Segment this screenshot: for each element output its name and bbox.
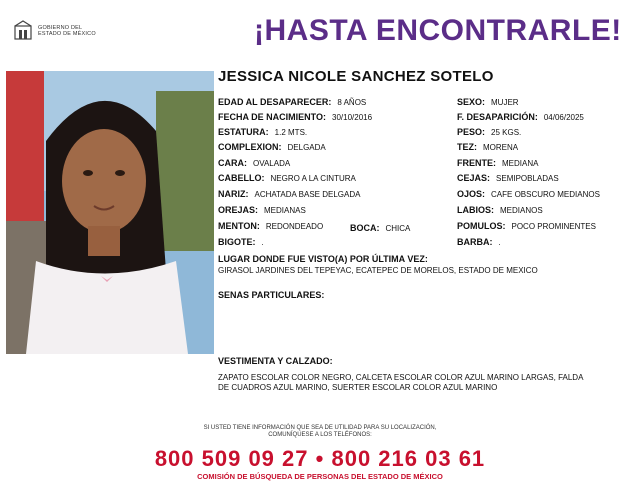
phone-number-1[interactable]: 800 509 09 27 <box>154 446 309 471</box>
field-age: EDAD AL DESAPARECER: 8 AÑOS <box>218 97 367 107</box>
field-chin: MENTON: REDONDEADO <box>218 221 324 231</box>
logo-line-1: GOBIERNO DEL <box>38 24 83 31</box>
field-birthdate: FECHA DE NACIMIENTO: 30/10/2016 <box>218 112 373 122</box>
distinguishing-marks-label: SENAS PARTICULARES: <box>218 290 325 300</box>
field-mouth: BOCA: CHICA <box>350 223 411 233</box>
field-forehead: FRENTE: MEDIANA <box>457 158 539 168</box>
field-ears: OREJAS: MEDIANAS <box>218 205 306 215</box>
government-logo <box>12 20 96 42</box>
logo-line-2: ESTADO DE MÉXICO <box>38 31 96 37</box>
contact-note-line-1: SI USTED TIENE INFORMACIÓN QUE SEA DE UTILIDAD PARA SU LOCALIZACIÓN, <box>203 425 437 431</box>
field-cheekbones: POMULOS: POCO PROMINENTES <box>457 221 596 231</box>
phone-numbers <box>0 446 640 472</box>
contact-note-line-2: COMUNÍQUESE A LOS TELÉFONOS: <box>268 432 372 438</box>
field-weight: PESO: 25 KGS. <box>457 127 522 137</box>
phone-separator: • <box>315 446 325 471</box>
coat-of-arms-icon <box>12 20 34 42</box>
field-eyebrows: CEJAS: SEMIPOBLADAS <box>457 173 559 183</box>
field-mustache: BIGOTE: . <box>218 237 264 247</box>
phone-number-2[interactable]: 800 216 03 61 <box>331 446 486 471</box>
contact-note <box>0 425 640 439</box>
field-sex: SEXO: MUJER <box>457 97 519 107</box>
clothing-label: VESTIMENTA Y CALZADO: <box>218 356 333 366</box>
field-disappearance-date: F. DESAPARICIÓN: 04/06/2025 <box>457 112 584 122</box>
field-height: ESTATURA: 1.2 MTS. <box>218 127 308 137</box>
field-lips: LABIOS: MEDIANOS <box>457 205 543 215</box>
field-skin: TEZ: MORENA <box>457 142 519 152</box>
field-face: CARA: OVALADA <box>218 158 291 168</box>
clothing-value: ZAPATO ESCOLAR COLOR NEGRO, CALCETA ESCOLAR COLOR AZUL MARINO LARGAS, FALDA DE CUADROS AZUL MARINO, SUERTER ESCOLAR COLOR AZUL MARINO <box>218 373 583 392</box>
missing-person-photo <box>6 71 214 354</box>
last-seen-label: LUGAR DONDE FUE VISTO(A) POR ÚLTIMA VEZ: <box>218 254 428 264</box>
field-hair: CABELLO: NEGRO A LA CINTURA <box>218 173 356 183</box>
last-seen-value: GIRASOL JARDINES DEL TEPEYAC, ECATEPEC DE MORELOS, ESTADO DE MEXICO <box>218 266 538 275</box>
field-beard: BARBA: . <box>457 237 501 247</box>
commission-name: COMISIÓN DE BÚSQUEDA DE PERSONAS DEL ESTADO DE MÉXICO <box>197 472 443 481</box>
field-build: COMPLEXION: DELGADA <box>218 142 326 152</box>
headline: ¡HASTA ENCONTRARLE! <box>254 14 622 47</box>
field-nose: NARIZ: ACHATADA BASE DELGADA <box>218 189 361 199</box>
person-name: JESSICA NICOLE SANCHEZ SOTELO <box>218 68 494 85</box>
field-eyes: OJOS: CAFE OBSCURO MEDIANOS <box>457 189 600 199</box>
